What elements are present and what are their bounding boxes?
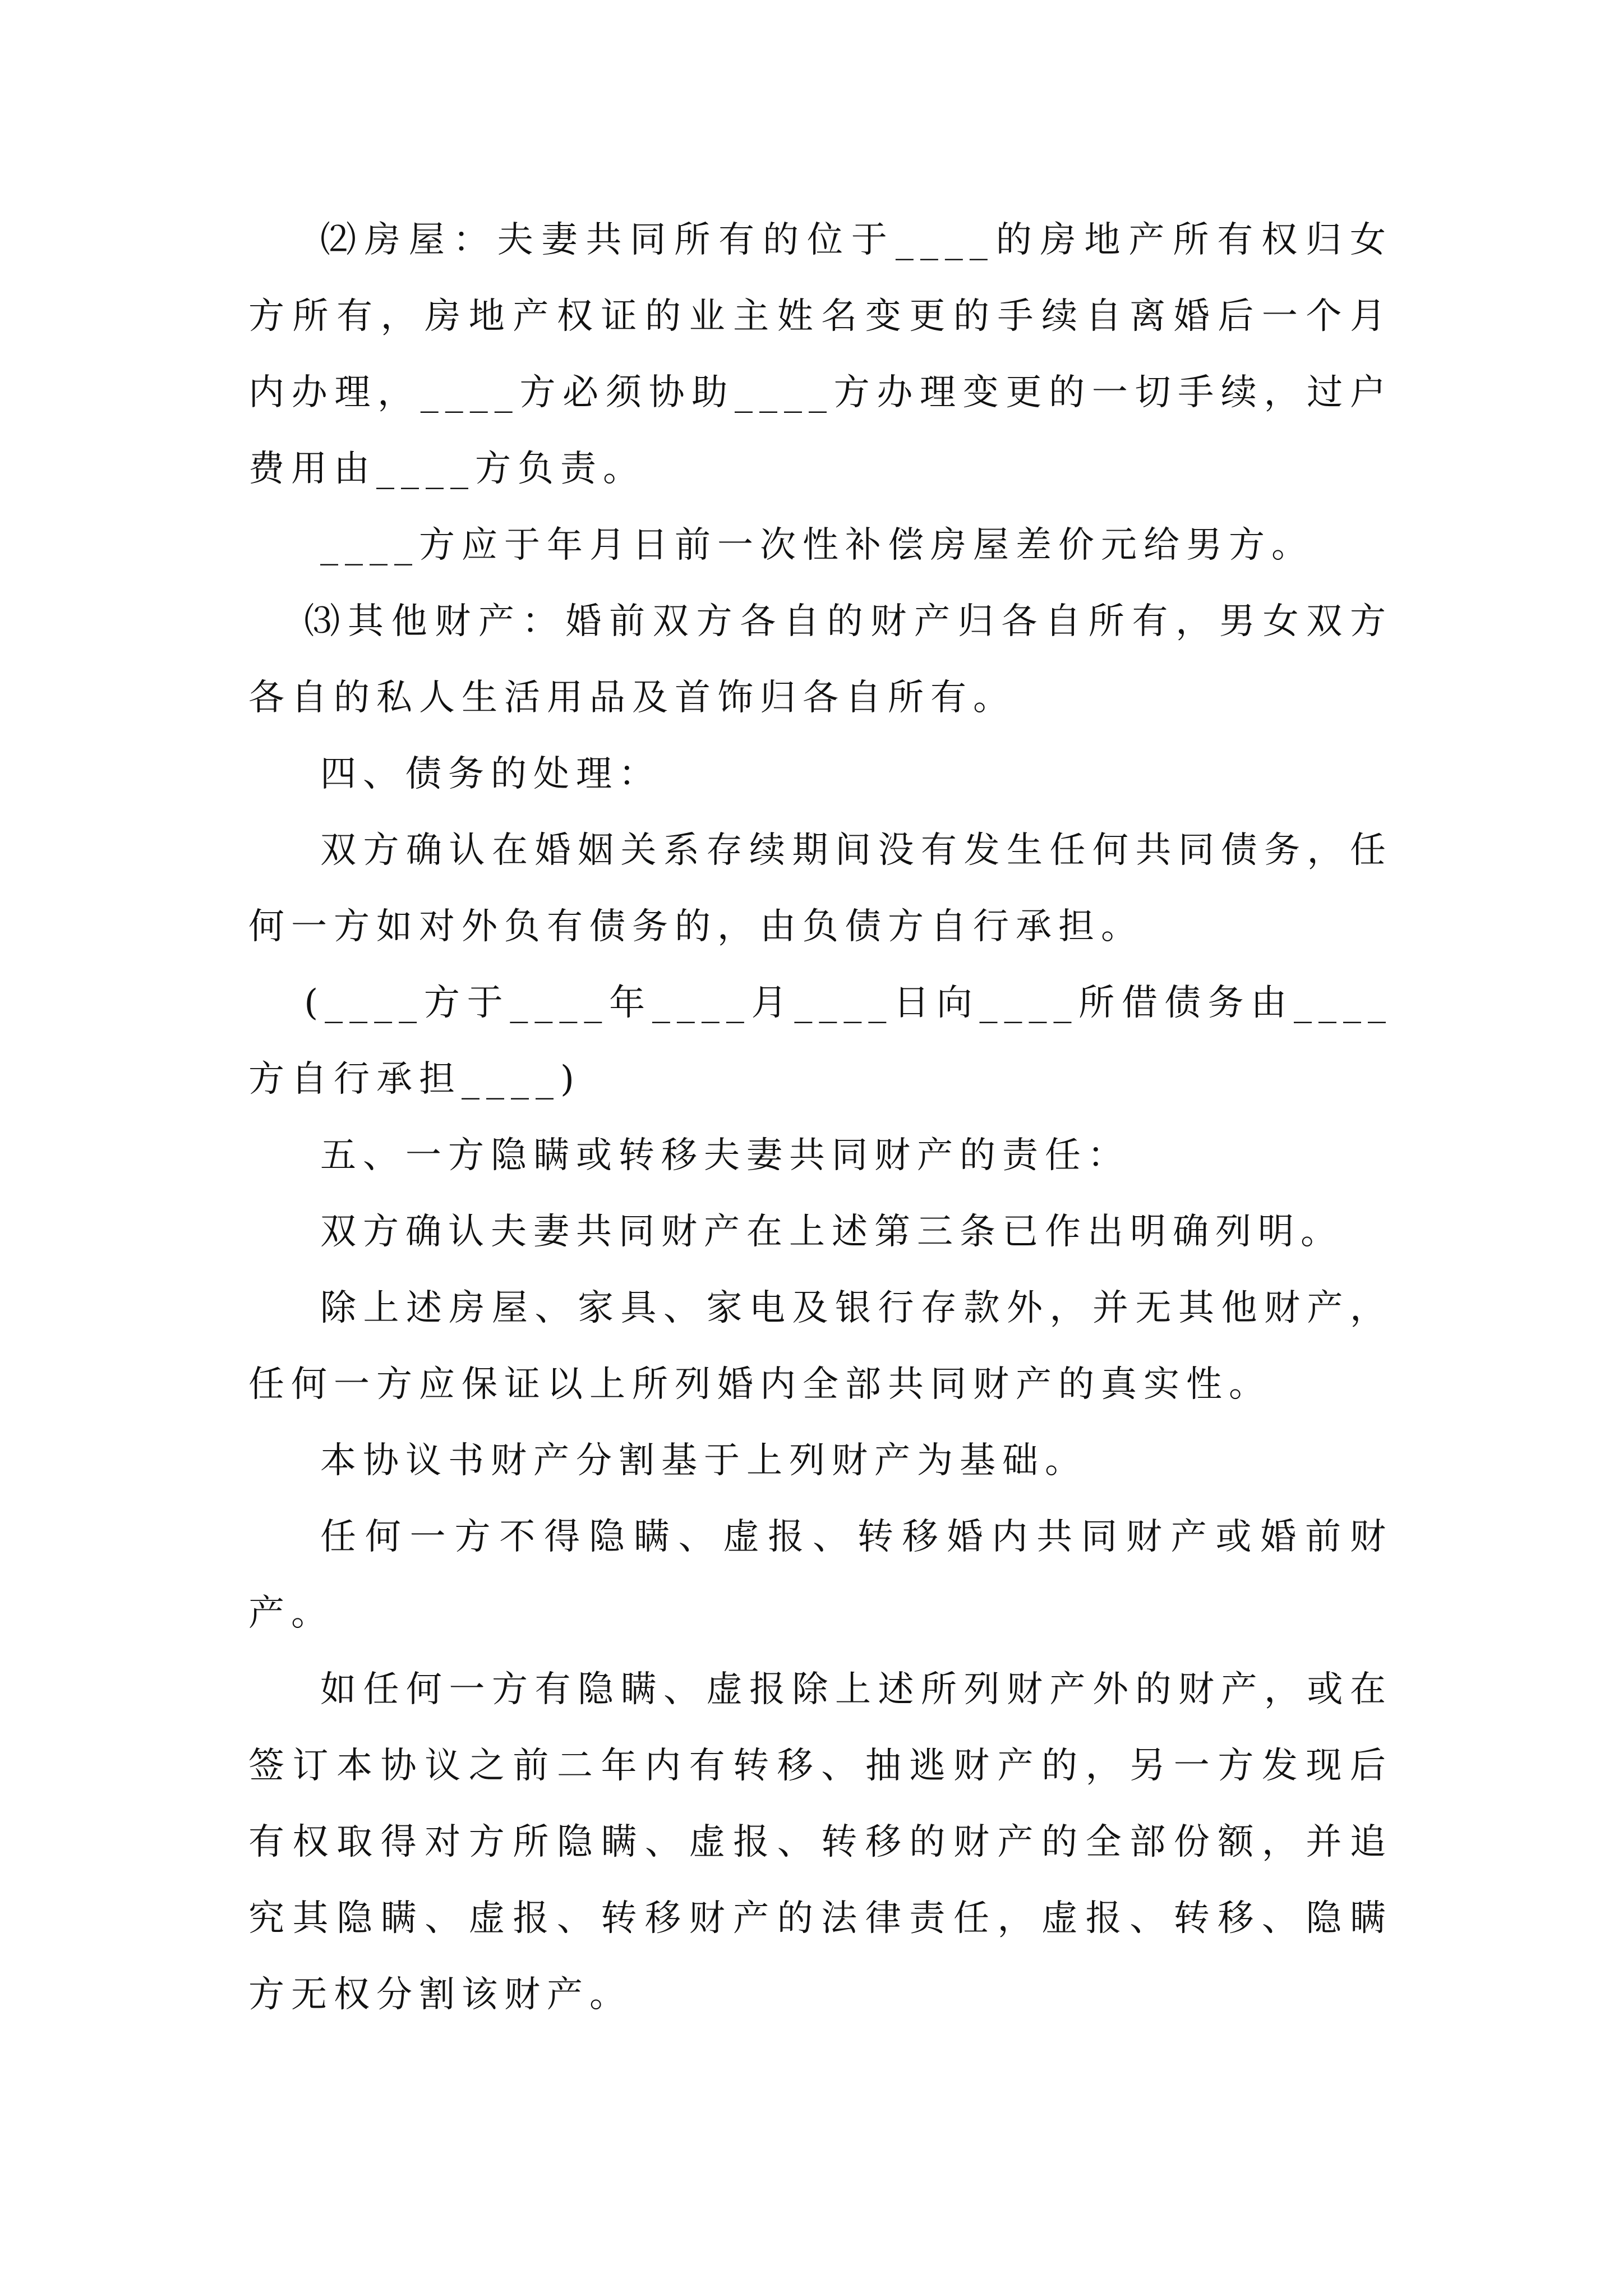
paragraph-property-listed: 双方确认夫妻共同财产在上述第三条已作出明确列明。 [320,1211,1343,1253]
paragraph-concealment-liability: 如任何一方有隐瞒、虚报除上述所列财产外的财产，或在签订本协议之前二年内有转移、抽逃财产的，另一方发现后有权取得对方所隐瞒、虚报、转移的财产的全部份额，并追究其隐瞒、虚报、转移财产的法律责任，虚报、转移、隐瞒方无权分割该财产。 [248,1669,1393,2016]
paragraph-no-other-property: 除上述房屋、家具、家电及银行存款外，并无其他财产，任何一方应保证以上所列婚内全部共同财产的真实性。 [248,1287,1393,1405]
section-heading-debts: 四、债务的处理： [320,753,661,795]
document-body [248,202,1393,2033]
paragraph-debts-detail: (____方于____年____月____日向____所借债务由____方自行承担____) [248,982,1393,1100]
paragraph-other-property: ⑶其他财产：婚前双方各自的财产归各自所有，男女双方各自的私人生活用品及首饰归各自所有。 [248,601,1393,719]
paragraph-no-concealment: 任何一方不得隐瞒、虚报、转移婚内共同财产或婚前财产。 [248,1516,1393,1634]
paragraph-debts-confirm: 双方确认在婚姻关系存续期间没有发生任何共同债务，任何一方如对外负有债务的，由负债方自行承担。 [248,830,1393,947]
paragraph-division-basis: 本协议书财产分割基于上列财产为基础。 [320,1440,1087,1481]
section-heading-concealment: 五、一方隐瞒或转移夫妻共同财产的责任： [320,1135,1130,1176]
paragraph-house-compensation: ____方应于年月日前一次性补偿房屋差价元给男方。 [320,524,1314,566]
paragraph-house: ⑵房屋：夫妻共同所有的位于____的房地产所有权归女方所有，房地产权证的业主姓名变更的手续自离婚后一个月内办理，____方必须协助____方办理变更的一切手续，过户费用由____方负责。 [248,219,1393,490]
